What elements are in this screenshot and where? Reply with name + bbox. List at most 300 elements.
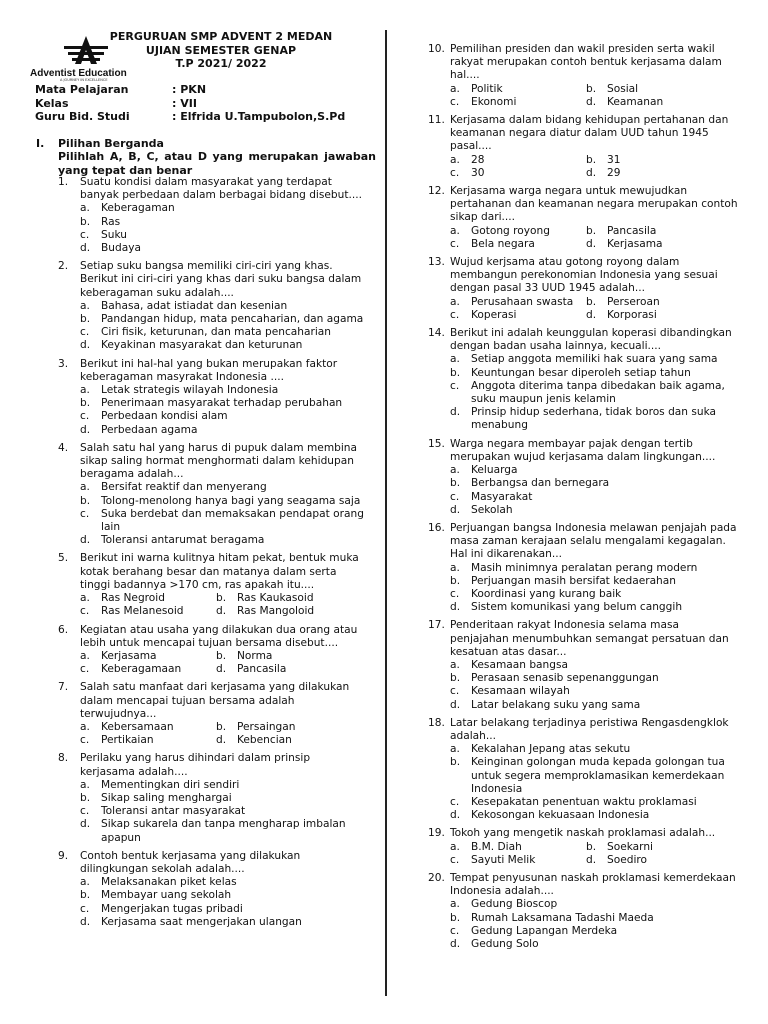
answer-option[interactable]: [586, 854, 738, 867]
option-letter: d.: [216, 605, 227, 618]
option-letter: a.: [450, 840, 460, 853]
question-text: Penderitaan rakyat Indonesia selama masa penjajahan menumbuhkan semangat persatuan dan kesatuan atas dasar...: [450, 619, 729, 658]
answer-option[interactable]: [80, 242, 368, 255]
option-letter: b.: [586, 840, 597, 853]
answer-option[interactable]: [216, 592, 368, 605]
question-text: Salah satu hal yang harus di pupuk dalam membina sikap saling hormat menghormati dalam kehidupan beragama adalah...: [80, 441, 358, 481]
answer-option[interactable]: [450, 296, 586, 309]
answer-option[interactable]: [216, 734, 368, 747]
question-text: Setiap suku bangsa memiliki ciri-ciri yang khas. Berikut ini ciri-ciri yang khas dari suku bangsa dalam keberagaman suku adalah....: [80, 260, 362, 299]
answer-option[interactable]: [586, 296, 738, 309]
option-letter: d.: [80, 818, 91, 831]
question-item: [428, 114, 738, 180]
meta-label: Guru Bid. Studi: [35, 110, 130, 124]
answer-option[interactable]: [450, 575, 738, 588]
option-letter: a.: [450, 224, 460, 237]
answer-option[interactable]: [450, 225, 586, 238]
option-text: Sikap saling menghargai: [101, 791, 232, 804]
logo-tagline: A JOURNEY IN EXCELLENCE: [60, 78, 108, 82]
option-letter: a.: [80, 202, 90, 215]
option-letter: a.: [450, 743, 460, 756]
question-number: 2.: [58, 260, 69, 273]
question-number: 13.: [428, 256, 445, 269]
exam-header: [96, 30, 346, 71]
option-letter: c.: [450, 166, 460, 179]
option-text: Kesepakatan penentuan waktu proklamasi: [471, 795, 697, 808]
option-text: Sayuti Melik: [471, 853, 536, 866]
option-text: Perusahaan swasta: [471, 295, 574, 308]
answer-option[interactable]: [586, 225, 738, 238]
answer-option[interactable]: [450, 562, 738, 575]
answer-option[interactable]: [450, 756, 738, 796]
answer-option[interactable]: [450, 588, 738, 601]
answer-option[interactable]: [80, 424, 368, 437]
option-letter: c.: [80, 663, 90, 676]
question-text: Kerjasama dalam bidang kehidupan pertahanan dan keamanan negara diatur dalam UUD tahun 1945 pasal....: [450, 114, 729, 153]
option-letter: b.: [586, 82, 597, 95]
answer-option[interactable]: [80, 650, 216, 663]
answer-option[interactable]: [450, 912, 738, 925]
question-text: Pemilihan presiden dan wakil presiden serta wakil rakyat merupakan contoh bentuk kerjasama dalam hal....: [450, 43, 722, 82]
option-letter: c.: [80, 605, 90, 618]
option-letter: a.: [80, 592, 90, 605]
option-letter: c.: [450, 685, 460, 698]
option-text: Tolong-menolong hanya bagi yang seagama saja: [101, 494, 361, 507]
answer-options: [450, 353, 738, 432]
option-letter: a.: [80, 299, 90, 312]
option-letter: c.: [450, 237, 460, 250]
question-text: Tokoh yang mengetik naskah proklamasi adalah...: [450, 827, 716, 840]
option-letter: d.: [80, 534, 91, 547]
question-text: Warga negara membayar pajak dengan tertib merupakan wujud kerjasama dalam lingkungan....: [450, 437, 716, 463]
option-text: Persaingan: [237, 720, 296, 733]
answer-option[interactable]: [80, 216, 368, 229]
logo-brand-text: Adventist Education: [30, 68, 127, 79]
answer-option[interactable]: [80, 779, 368, 792]
answer-option[interactable]: [80, 300, 368, 313]
question-item: [428, 327, 738, 433]
option-text: Setiap anggota memiliki hak suara yang sama: [471, 353, 718, 366]
answer-option[interactable]: [450, 841, 586, 854]
option-text: Perasaan senasib sepenanggungan: [471, 672, 659, 685]
option-text: Korporasi: [607, 308, 657, 321]
option-letter: d.: [450, 406, 461, 419]
answer-option[interactable]: [80, 508, 368, 534]
answer-option[interactable]: [450, 353, 738, 366]
answer-option[interactable]: [80, 397, 368, 410]
answer-option[interactable]: [450, 809, 738, 822]
option-letter: c.: [80, 326, 90, 339]
question-item: [428, 256, 738, 322]
section-instruction: Pilihlah A, B, C, atau D yang merupakan jawaban yang tepat dan benar: [58, 150, 376, 177]
answer-option[interactable]: [80, 889, 368, 902]
answer-option[interactable]: [450, 938, 738, 951]
answer-option[interactable]: [586, 83, 738, 96]
answer-option[interactable]: [450, 464, 738, 477]
left-question-column: [58, 176, 368, 934]
answer-option[interactable]: [80, 663, 216, 676]
meta-row-teacher: [35, 110, 375, 124]
option-text: Melaksanakan piket kelas: [101, 876, 237, 889]
option-text: Kekalahan Jepang atas sekutu: [471, 743, 631, 756]
option-text: Keuntungan besar diperoleh setiap tahun: [471, 366, 691, 379]
option-letter: b.: [80, 494, 91, 507]
answer-option[interactable]: [450, 925, 738, 938]
option-letter: c.: [450, 490, 460, 503]
option-letter: b.: [80, 397, 91, 410]
answer-options: [450, 898, 738, 951]
answer-options: [450, 659, 738, 712]
meta-row-class: [35, 97, 375, 111]
option-text: Kerjasama saat mengerjakan ulangan: [101, 915, 302, 928]
question-number: 14.: [428, 327, 445, 340]
answer-options: [450, 154, 738, 180]
question-item: [428, 438, 738, 517]
question-number: 19.: [428, 827, 445, 840]
option-letter: d.: [80, 339, 91, 352]
answer-option[interactable]: [450, 672, 738, 685]
question-text: Contoh bentuk kerjasama yang dilakukan dilingkungan sekolah adalah....: [80, 849, 301, 875]
option-letter: d.: [80, 242, 91, 255]
answer-option[interactable]: [80, 534, 368, 547]
answer-option[interactable]: [450, 601, 738, 614]
option-letter: a.: [450, 82, 460, 95]
option-letter: b.: [450, 911, 461, 924]
option-letter: c.: [80, 805, 90, 818]
option-text: Ciri fisik, keturunan, dan mata pencaharian: [101, 326, 331, 339]
answer-option[interactable]: [80, 202, 368, 215]
answer-options: [450, 464, 738, 517]
answer-option[interactable]: [586, 841, 738, 854]
answer-options: [450, 296, 738, 322]
option-text: Keluarga: [471, 464, 518, 477]
answer-option[interactable]: [450, 477, 738, 490]
option-text: Berbangsa dan bernegara: [471, 477, 610, 490]
option-text: Keberagamaan: [101, 663, 182, 676]
answer-option[interactable]: [450, 309, 586, 322]
option-letter: a.: [80, 649, 90, 662]
option-letter: d.: [80, 423, 91, 436]
option-letter: a.: [450, 658, 460, 671]
answer-option[interactable]: [216, 605, 368, 618]
option-text: Toleransi antarumat beragama: [101, 534, 265, 547]
question-number: 15.: [428, 437, 445, 450]
answer-option[interactable]: [80, 495, 368, 508]
question-item: [428, 522, 738, 614]
answer-option[interactable]: [216, 663, 368, 676]
answer-option[interactable]: [80, 805, 368, 818]
option-letter: b.: [80, 215, 91, 228]
answer-option[interactable]: [450, 898, 738, 911]
answer-option[interactable]: [586, 154, 738, 167]
option-text: Keinginan golongan muda kepada golongan tua untuk segera memproklamasikan kemerdekaan Indonesia: [471, 756, 725, 795]
question-text: Tempat penyusunan naskah proklamasi kemerdekaan Indonesia adalah....: [450, 871, 736, 898]
option-text: Kesamaan bangsa: [471, 658, 568, 671]
answer-options: [80, 876, 368, 929]
answer-options: [80, 300, 368, 353]
answer-option[interactable]: [80, 481, 368, 494]
question-text: Kegiatan atau usaha yang dilakukan dua orang atau lebih untuk mencapai tujuan bersama disebut....: [80, 623, 358, 649]
option-text: Penerimaan masyarakat terhadap perubahan: [101, 397, 343, 410]
option-text: Perbedaan agama: [101, 423, 198, 436]
option-text: Kesamaan wilayah: [471, 685, 570, 698]
question-item: [428, 43, 738, 109]
answer-option[interactable]: [80, 313, 368, 326]
option-letter: a.: [450, 153, 460, 166]
answer-option[interactable]: [80, 592, 216, 605]
meta-label: Mata Pelajaran: [35, 83, 129, 96]
question-item: [58, 681, 368, 747]
option-letter: c.: [450, 587, 460, 600]
answer-option[interactable]: [80, 916, 368, 929]
option-text: Ras Melanesoid: [101, 605, 184, 618]
option-text: 30: [471, 166, 485, 179]
option-text: Norma: [237, 649, 273, 662]
option-text: Pandangan hidup, mata pencaharian, dan agama: [101, 313, 364, 326]
option-text: Politik: [471, 82, 503, 95]
option-text: Perjuangan masih bersifat kedaerahan: [471, 574, 676, 587]
option-letter: b.: [80, 313, 91, 326]
answer-option[interactable]: [450, 406, 738, 432]
answer-option[interactable]: [80, 410, 368, 423]
answer-option[interactable]: [450, 491, 738, 504]
question-text: Salah satu manfaat dari kerjasama yang dilakukan dalam mencapai tujuan bersama adalah terwujudnya...: [80, 681, 350, 720]
option-letter: d.: [586, 237, 597, 250]
option-text: Kerjasama: [607, 237, 663, 250]
meta-value: : VII: [172, 96, 197, 110]
answer-option[interactable]: [216, 721, 368, 734]
answer-option[interactable]: [450, 685, 738, 698]
option-letter: a.: [80, 720, 90, 733]
option-letter: b.: [586, 224, 597, 237]
option-text: Membayar uang sekolah: [101, 889, 232, 902]
exam-title: UJIAN SEMESTER GENAP: [145, 43, 297, 57]
question-item: [58, 552, 368, 618]
option-letter: d.: [80, 915, 91, 928]
answer-option[interactable]: [450, 699, 738, 712]
option-text: Ras Mangoloid: [237, 605, 315, 618]
question-item: [428, 872, 738, 951]
question-number: 11.: [428, 114, 445, 127]
option-letter: b.: [586, 153, 597, 166]
question-number: 5.: [58, 552, 69, 565]
answer-option[interactable]: [80, 903, 368, 916]
answer-option[interactable]: [450, 367, 738, 380]
answer-option[interactable]: [450, 167, 586, 180]
answer-option[interactable]: [586, 167, 738, 180]
question-text: Wujud kerjsama atau gotong royong dalam membangun perekonomian Indonesia yang sesuai dengan pasal 33 UUD 1945 adalah...: [450, 256, 718, 295]
answer-option[interactable]: [450, 154, 586, 167]
option-text: Ras Negroid: [101, 592, 165, 605]
question-text: Kerjasama warga negara untuk mewujudkan pertahanan dan keamanan negara merupakan contoh sikap dari....: [450, 185, 738, 224]
option-letter: d.: [450, 601, 461, 614]
school-year: T.P 2021/ 2022: [175, 57, 267, 71]
option-text: Sosial: [607, 82, 639, 95]
answer-options: [80, 721, 368, 747]
question-text: Perjuangan bangsa Indonesia melawan penjajah pada masa zaman kerajaan selalu mengalami kegagalan. Hal ini dikarenakan...: [450, 521, 737, 561]
answer-options: [80, 202, 368, 255]
answer-option[interactable]: [80, 792, 368, 805]
option-text: Ras Kaukasoid: [237, 592, 314, 605]
answer-option[interactable]: [450, 238, 586, 251]
option-letter: d.: [450, 698, 461, 711]
option-letter: c.: [80, 902, 90, 915]
answer-option[interactable]: [80, 605, 216, 618]
answer-options: [450, 841, 738, 867]
option-letter: d.: [450, 503, 461, 516]
option-letter: c.: [80, 228, 90, 241]
option-text: Pancasila: [607, 224, 657, 237]
option-text: Gotong royong: [471, 224, 550, 237]
option-text: Koordinasi yang kurang baik: [471, 587, 622, 600]
option-text: Ekonomi: [471, 95, 517, 108]
answer-option[interactable]: [586, 96, 738, 109]
question-item: [428, 827, 738, 867]
answer-options: [80, 481, 368, 547]
question-number: 8.: [58, 752, 69, 765]
option-letter: d.: [586, 308, 597, 321]
answer-options: [80, 592, 368, 618]
option-text: Sekolah: [471, 503, 513, 516]
answer-option[interactable]: [80, 339, 368, 352]
question-text: Berikut ini hal-hal yang bukan merupakan faktor keberagaman masyrakat Indonesia ....: [80, 357, 338, 383]
answer-option[interactable]: [80, 229, 368, 242]
option-text: Bahasa, adat istiadat dan kesenian: [101, 299, 288, 312]
answer-option[interactable]: [450, 796, 738, 809]
question-number: 4.: [58, 441, 69, 454]
option-letter: b.: [450, 756, 461, 769]
option-letter: c.: [450, 795, 460, 808]
option-text: Prinsip hidup sederhana, tidak boros dan suka menabung: [471, 406, 717, 432]
question-number: 20.: [428, 871, 445, 884]
option-text: Kekosongan kekuasaan Indonesia: [471, 809, 650, 822]
answer-option[interactable]: [80, 818, 368, 844]
option-letter: d.: [586, 95, 597, 108]
option-letter: c.: [80, 507, 90, 520]
answer-options: [80, 779, 368, 845]
section-title: Pilihan Berganda: [58, 137, 164, 150]
option-letter: d.: [216, 734, 227, 747]
answer-option[interactable]: [450, 659, 738, 672]
answer-option[interactable]: [80, 734, 216, 747]
question-number: 10.: [428, 43, 445, 55]
option-letter: d.: [450, 809, 461, 822]
option-text: Letak strategis wilayah Indonesia: [101, 384, 279, 397]
option-letter: b.: [450, 672, 461, 685]
option-text: Kebencian: [237, 734, 292, 747]
answer-option[interactable]: [450, 96, 586, 109]
answer-option[interactable]: [450, 504, 738, 517]
option-letter: c.: [450, 853, 460, 866]
question-item: [428, 185, 738, 251]
option-text: Perbedaan kondisi alam: [101, 410, 228, 423]
option-text: Masyarakat: [471, 490, 533, 503]
answer-options: [80, 384, 368, 437]
option-letter: a.: [450, 464, 460, 477]
option-text: 28: [471, 153, 485, 166]
option-letter: b.: [450, 366, 461, 379]
option-letter: d.: [216, 663, 227, 676]
question-item: [58, 752, 368, 844]
option-text: Latar belakang suku yang sama: [471, 698, 641, 711]
option-text: Keberagaman: [101, 202, 175, 215]
option-text: Anggota diterima tanpa dibedakan baik agama, suku maupun jenis kelamin: [471, 379, 725, 406]
option-letter: d.: [586, 853, 597, 866]
answer-option[interactable]: [80, 721, 216, 734]
option-text: Mengerjakan tugas pribadi: [101, 902, 243, 915]
question-text: Berikut ini adalah keunggulan koperasi dibandingkan dengan badan usaha lainnya, kecuali....: [450, 327, 732, 353]
answer-option[interactable]: [450, 380, 738, 406]
answer-option[interactable]: [80, 384, 368, 397]
option-letter: c.: [80, 410, 90, 423]
option-text: Kerjasama: [101, 649, 157, 662]
answer-options: [450, 743, 738, 822]
question-number: 17.: [428, 619, 445, 632]
answer-options: [80, 650, 368, 676]
section-header: [36, 137, 376, 177]
option-text: Masih minimnya peralatan perang modern: [471, 561, 698, 574]
option-letter: d.: [450, 938, 461, 950]
question-number: 6.: [58, 623, 69, 636]
question-item: [58, 176, 368, 255]
option-letter: b.: [80, 791, 91, 804]
option-letter: d.: [586, 166, 597, 179]
question-number: 9.: [58, 849, 69, 862]
answer-option[interactable]: [450, 854, 586, 867]
option-text: Mementingkan diri sendiri: [101, 778, 240, 791]
option-letter: b.: [80, 889, 91, 902]
option-text: Soediro: [607, 853, 647, 866]
option-letter: a.: [450, 898, 460, 911]
option-text: Suku: [101, 228, 127, 241]
answer-option[interactable]: [450, 743, 738, 756]
question-item: [58, 624, 368, 677]
question-item: [428, 717, 738, 823]
option-text: Soekarni: [607, 840, 653, 853]
question-text: Perilaku yang harus dihindari dalam prinsip kerjasama adalah....: [80, 752, 311, 778]
answer-options: [450, 225, 738, 251]
option-letter: c.: [450, 379, 460, 392]
question-text: Latar belakang terjadinya peristiwa Rengasdengklok adalah...: [450, 716, 729, 742]
question-number: 16.: [428, 521, 445, 534]
question-item: [58, 358, 368, 437]
answer-option[interactable]: [80, 326, 368, 339]
question-number: 12.: [428, 185, 445, 198]
option-text: Suka berdebat dan memaksakan pendapat orang lain: [101, 507, 364, 534]
option-text: Pancasila: [237, 663, 287, 676]
answer-option[interactable]: [586, 238, 738, 251]
option-text: Kebersamaan: [101, 720, 174, 733]
option-text: Koperasi: [471, 308, 517, 321]
section-number: I.: [36, 137, 45, 150]
answer-option[interactable]: [586, 309, 738, 322]
answer-option[interactable]: [216, 650, 368, 663]
question-item: [58, 442, 368, 548]
option-letter: b.: [586, 295, 597, 308]
option-letter: b.: [216, 592, 227, 605]
answer-option[interactable]: [450, 83, 586, 96]
question-number: 7.: [58, 681, 69, 694]
option-letter: a.: [450, 353, 460, 366]
column-divider: [385, 30, 387, 996]
question-text: Berikut ini warna kulitnya hitam pekat, bentuk muka kotak berahang besar dan matanya dalam serta tinggi badannya >170 cm, ras apakah itu....: [80, 552, 359, 591]
school-name: PERGURUAN SMP ADVENT 2 MEDAN: [109, 30, 333, 43]
option-text: Toleransi antar masyarakat: [101, 805, 246, 818]
option-text: 31: [607, 153, 621, 166]
option-letter: a.: [80, 876, 90, 889]
option-text: 29: [607, 166, 621, 179]
answer-option[interactable]: [80, 876, 368, 889]
